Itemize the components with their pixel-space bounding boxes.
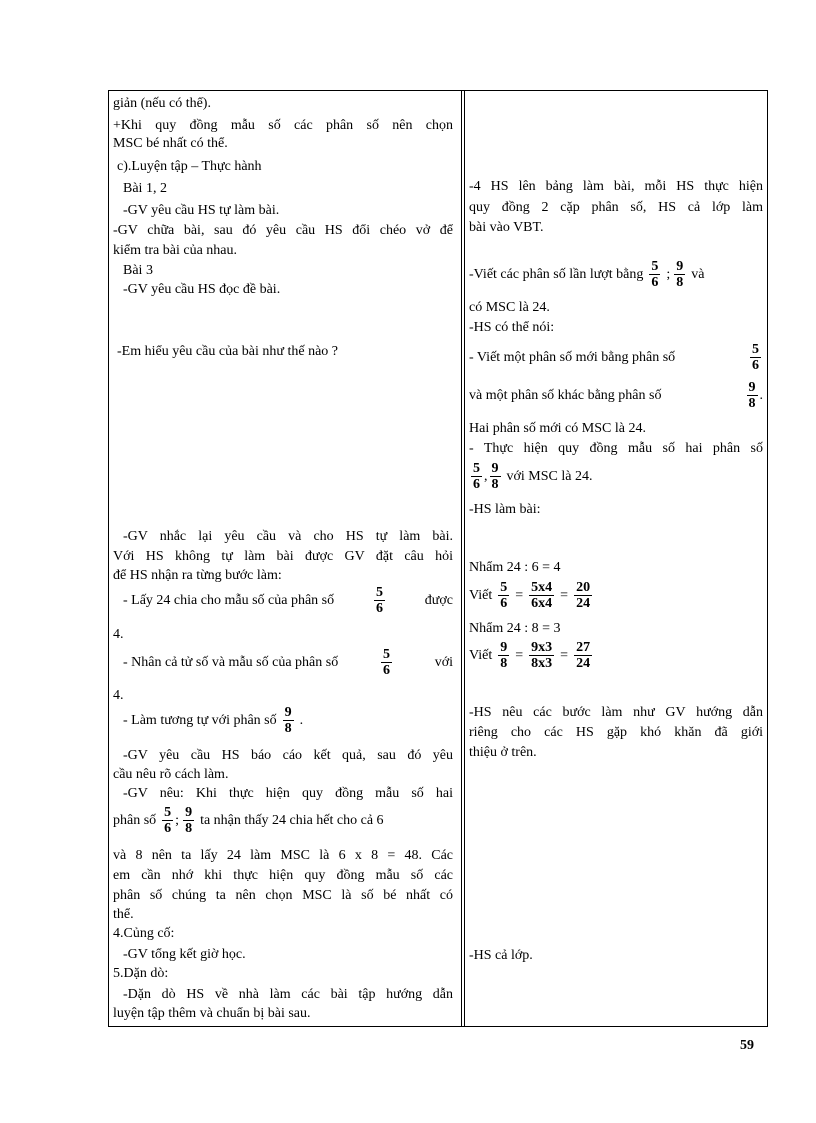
left-line: 4.Củng cố: xyxy=(113,926,175,941)
left-line-text: . xyxy=(299,712,304,728)
fraction-numerator: 5 xyxy=(164,805,172,820)
fraction-denominator: 6 xyxy=(651,275,659,290)
fraction-denominator: 8 xyxy=(748,396,756,411)
left-line-with-fraction xyxy=(123,705,463,736)
right-line-text: và một phân số khác bằng phân số xyxy=(469,387,662,403)
left-line: kiểm tra bài của nhau. xyxy=(113,243,238,258)
left-line-text: phân số xyxy=(113,812,157,828)
right-line-with-fraction xyxy=(469,380,763,411)
left-line: em cần nhớ khi thực hiện quy đồng mẫu số các xyxy=(113,868,453,883)
right-line-text: . xyxy=(759,387,763,403)
left-line: Với HS không tự làm bài được GV đặt câu hỏi xyxy=(113,549,453,564)
left-line: cầu nêu rõ cách làm. xyxy=(113,767,229,782)
left-line: Bài 1, 2 xyxy=(123,181,167,196)
fraction-denominator: 24 xyxy=(576,656,591,671)
right-line: bài vào VBT. xyxy=(469,220,544,235)
fraction-numerator: 5 xyxy=(375,585,383,600)
fraction-denominator: 6 xyxy=(473,477,480,492)
left-line: -GV yêu cầu HS báo cáo kết quả, sau đó yêu xyxy=(123,748,453,763)
fraction-denominator: 24 xyxy=(576,596,591,611)
right-line: -HS làm bài: xyxy=(469,502,541,517)
fraction-denominator: 6x4 xyxy=(531,596,553,611)
left-line: để HS nhận ra từng bước làm: xyxy=(113,568,282,583)
right-line: Hai phân số mới có MSC là 24. xyxy=(469,421,646,436)
left-line-text: - Làm tương tự với phân số xyxy=(123,712,277,728)
fraction-numerator: 9 xyxy=(491,461,499,476)
fraction-numerator: 9x3 xyxy=(531,640,553,655)
left-line: -GV chữa bài, sau đó yêu cầu HS đổi chéo vở để xyxy=(113,223,453,238)
fraction-nine-eighths xyxy=(747,380,758,411)
fraction-numerator: 5 xyxy=(473,461,480,476)
left-line-text: ta nhận thấy 24 chia hết cho cả 6 xyxy=(200,812,384,828)
left-line-with-fraction xyxy=(123,647,453,678)
fraction-five-sixths xyxy=(162,805,173,836)
fraction-denominator: 6 xyxy=(375,601,383,616)
left-line: 4. xyxy=(113,627,124,642)
fraction-nine-eighths xyxy=(674,259,685,290)
right-line: -HS nêu các bước làm như GV hướng dẫn xyxy=(469,705,763,720)
right-line-text: Viết xyxy=(469,647,493,663)
fraction-denominator: 6 xyxy=(382,663,390,678)
fraction-denominator: 8 xyxy=(491,477,499,492)
right-line: thiệu ở trên. xyxy=(469,745,537,760)
left-line-text: với xyxy=(434,654,453,670)
fraction-numerator: 9 xyxy=(284,705,292,720)
left-line: -GV nêu: Khi thực hiện quy đồng mẫu số hai xyxy=(123,786,453,801)
fraction-denominator: 8 xyxy=(284,721,292,736)
fraction-denominator: 6 xyxy=(164,821,172,836)
fraction-denominator: 6 xyxy=(500,596,508,611)
fraction-numerator: 9 xyxy=(676,259,684,274)
right-line: -HS cả lớp. xyxy=(469,948,533,963)
left-line-with-fraction xyxy=(113,805,453,836)
right-line: Nhẩm 24 : 6 = 4 xyxy=(469,560,561,575)
fraction-five-sixths xyxy=(649,259,660,290)
left-line: -Em hiểu yêu cầu của bài như thế nào ? xyxy=(117,344,338,359)
left-line-text: - Nhân cả tử số và mẫu số của phân số xyxy=(123,654,339,670)
left-line-with-fraction xyxy=(123,585,453,616)
equals-sign: = xyxy=(515,587,524,603)
lesson-table xyxy=(108,90,768,1027)
left-line-text: ; xyxy=(175,812,180,828)
fraction-numerator: 9 xyxy=(185,805,193,820)
equals-sign: = xyxy=(515,647,524,663)
left-line: +Khi quy đồng mẫu số các phân số nên chọn xyxy=(113,118,453,133)
right-line-text: với MSC là 24. xyxy=(506,468,593,484)
fraction-numerator: 5x4 xyxy=(531,580,553,595)
fraction-five-sixths xyxy=(381,647,392,678)
fraction-numerator: 5 xyxy=(752,342,759,357)
left-line: luyện tập thêm và chuẩn bị bài sau. xyxy=(113,1006,311,1021)
fraction-numerator: 20 xyxy=(576,580,591,595)
right-line-with-fraction xyxy=(469,461,763,492)
left-line: -GV nhắc lại yêu cầu và cho HS tự làm bài. xyxy=(123,529,453,544)
equals-sign: = xyxy=(560,587,569,603)
right-line: - Thực hiện quy đồng mẫu số hai phân số xyxy=(469,441,763,456)
left-line: c).Luyện tập – Thực hành xyxy=(117,159,262,174)
right-line-text: ; xyxy=(666,266,671,282)
left-line: -GV tổng kết giờ học. xyxy=(123,947,246,962)
fraction-nine-eighths xyxy=(498,640,509,671)
equals-sign: = xyxy=(560,647,569,663)
fraction-numerator: 5 xyxy=(651,259,659,274)
fraction-denominator: 8x3 xyxy=(531,656,553,671)
fraction-numerator: 5 xyxy=(382,647,390,662)
right-line-text: , xyxy=(484,468,488,484)
fraction-five-sixths xyxy=(374,585,385,616)
right-line: -HS có thể nói: xyxy=(469,320,555,335)
fraction-numerator: 5 xyxy=(500,580,508,595)
left-line: 5.Dặn dò: xyxy=(113,966,169,981)
fraction-twenty-24 xyxy=(574,580,592,611)
fraction-nine-eighths xyxy=(490,461,501,492)
right-line-text: và xyxy=(691,266,705,282)
page-number: 59 xyxy=(740,1038,754,1053)
fraction-denominator: 6 xyxy=(752,358,759,373)
left-line: thể. xyxy=(113,907,134,922)
left-line: và 8 nên ta lấy 24 làm MSC là 6 x 8 = 48. Các xyxy=(113,848,453,863)
fraction-five-sixths xyxy=(471,461,482,492)
right-line-text: -Viết các phân số lần lượt bằng xyxy=(469,266,644,282)
fraction-denominator: 8 xyxy=(185,821,193,836)
right-line-text: Viết xyxy=(469,587,493,603)
fraction-five-sixths xyxy=(750,342,761,373)
right-line-with-fraction xyxy=(469,342,763,373)
left-line: 4. xyxy=(113,688,124,703)
fraction-nine-eighths xyxy=(283,705,294,736)
right-line-equation xyxy=(469,580,763,611)
left-line: Bài 3 xyxy=(123,263,153,278)
left-line: phân số chúng ta nên chọn MSC là số bé nhất có xyxy=(113,888,453,903)
column-divider xyxy=(461,91,465,1026)
right-line: riêng cho các HS gặp khó khăn đã giới xyxy=(469,725,763,740)
right-line: Nhẩm 24 : 8 = 3 xyxy=(469,621,561,636)
left-line: giản (nếu có thể). xyxy=(113,96,211,111)
fraction-numerator: 9 xyxy=(500,640,508,655)
fraction-twentyseven-24 xyxy=(574,640,592,671)
right-line-text: - Viết một phân số mới bằng phân số xyxy=(469,349,676,365)
fraction-five-x4 xyxy=(529,580,554,611)
fraction-five-sixths xyxy=(498,580,509,611)
right-line: quy đồng 2 cặp phân số, HS cả lớp làm xyxy=(469,200,763,215)
left-line-text: - Lấy 24 chia cho mẫu số của phân số xyxy=(123,592,335,608)
fraction-numerator: 27 xyxy=(576,640,591,655)
left-line: -GV yêu cầu HS tự làm bài. xyxy=(123,203,280,218)
right-line: -4 HS lên bảng làm bài, mỗi HS thực hiện xyxy=(469,179,763,194)
left-line: -Dặn dò HS về nhà làm các bài tập hướng dẫn xyxy=(123,987,453,1002)
right-line-with-fraction xyxy=(469,259,763,290)
right-line-equation xyxy=(469,640,763,671)
fraction-nine-x3 xyxy=(529,640,554,671)
right-line: có MSC là 24. xyxy=(469,300,550,315)
left-line-text: được xyxy=(424,592,453,608)
left-line: MSC bé nhất có thể. xyxy=(113,136,228,151)
fraction-denominator: 8 xyxy=(500,656,508,671)
fraction-denominator: 8 xyxy=(676,275,684,290)
fraction-numerator: 9 xyxy=(748,380,756,395)
fraction-nine-eighths xyxy=(183,805,194,836)
left-line: -GV yêu cầu HS đọc đề bài. xyxy=(123,282,281,297)
